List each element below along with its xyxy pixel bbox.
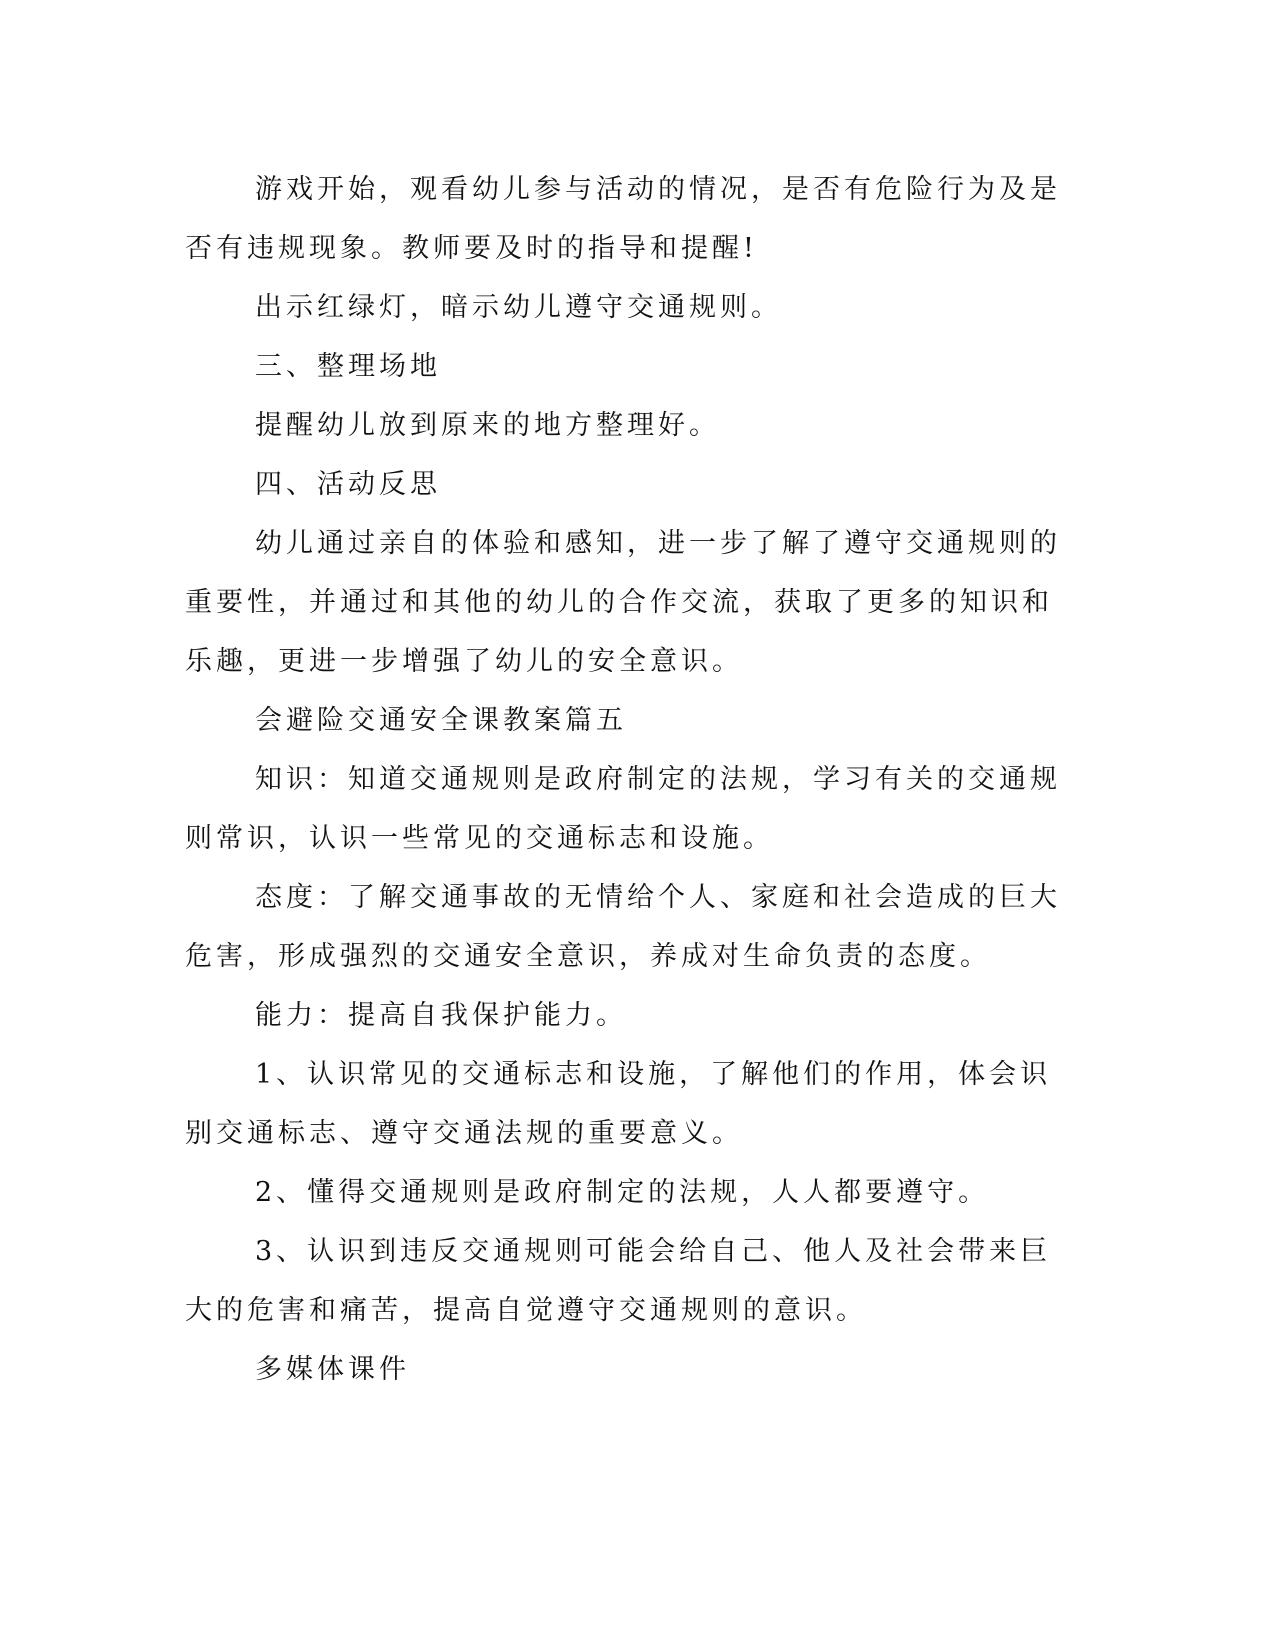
paragraph-game-start: 游戏开始，观看幼儿参与活动的情况，是否有危险行为及是否有违规现象。教师要及时的指导和提醒! <box>185 174 1061 264</box>
list-item-1: 1、认识常见的交通标志和设施，了解他们的作用，体会识别交通标志、遵守交通法规的重要意义。 <box>185 1059 1052 1149</box>
document-body <box>185 160 1065 1399</box>
list-item-3: 3、认识到违反交通规则可能会给自己、他人及社会带来巨大的危害和痛苦，提高自觉遵守交通规则的意识。 <box>185 1236 1052 1326</box>
paragraph-reflection: 幼儿通过亲自的体验和感知，进一步了解了遵守交通规则的重要性，并通过和其他的幼儿的合作交流，获取了更多的知识和乐趣，更进一步增强了幼儿的安全意识。 <box>185 528 1061 677</box>
paragraph-tidy-reminder: 提醒幼儿放到原来的地方整理好。 <box>255 410 720 441</box>
paragraph-multimedia: 多媒体课件 <box>255 1354 410 1385</box>
paragraph-traffic-light: 出示红绿灯，暗示幼儿遵守交通规则。 <box>255 292 782 323</box>
heading-activity-reflection: 四、活动反思 <box>255 469 441 500</box>
paragraph-knowledge: 知识：知道交通规则是政府制定的法规，学习有关的交通规则常识，认识一些常见的交通标志和设施。 <box>185 764 1061 854</box>
list-item-2: 2、懂得交通规则是政府制定的法规，人人都要遵守。 <box>255 1177 990 1208</box>
heading-tidy-venue: 三、整理场地 <box>255 351 441 382</box>
paragraph-attitude: 态度：了解交通事故的无情给个人、家庭和社会造成的巨大危害，形成强烈的交通安全意识，养成对生命负责的态度。 <box>185 882 1061 972</box>
heading-lesson-five: 会避险交通安全课教案篇五 <box>255 705 627 736</box>
paragraph-ability: 能力：提高自我保护能力。 <box>255 1000 627 1031</box>
